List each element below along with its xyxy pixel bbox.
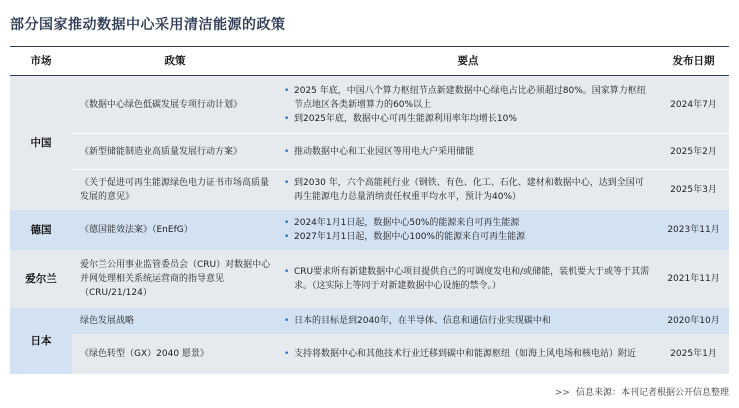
header-points: 要点 xyxy=(278,47,658,76)
bullet-icon: • xyxy=(284,146,290,157)
bullet-point xyxy=(284,314,652,328)
bullet-text: 到2030 年，六个高能耗行业（钢铁、有色、化工、石化、建材和数据中心，达到全国可再生能源电力总量消纳责任权重平均水平，预计为40%） xyxy=(294,177,644,202)
bullet-icon: • xyxy=(284,231,290,242)
bullet-icon: • xyxy=(284,177,290,188)
points-cell xyxy=(278,210,658,250)
table-row xyxy=(10,76,729,134)
date-cell: 2023年11月 xyxy=(658,210,729,250)
date-cell: 2021年11月 xyxy=(658,250,729,308)
bullet-text: 2027年1月1日起，数据中心100%的能源来自可再生能源 xyxy=(294,231,526,242)
bullet-icon: • xyxy=(284,315,290,326)
page-title: 部分国家推动数据中心采用清洁能源的政策 xyxy=(10,17,286,33)
date-cell: 2020年10月 xyxy=(658,308,729,334)
bullet-icon: • xyxy=(284,348,290,359)
policy-table xyxy=(10,46,729,374)
points-cell xyxy=(278,170,658,210)
bullet-text: 到2025年底，数据中心可再生能源利用率年均增长10% xyxy=(294,113,517,124)
bullet-icon: • xyxy=(284,85,290,96)
double-chevron-icon: >> xyxy=(554,388,570,398)
market-cell: 德国 xyxy=(10,210,72,250)
points-cell xyxy=(278,76,658,134)
bullet-point xyxy=(284,84,652,112)
header-date: 发布日期 xyxy=(658,47,729,76)
bullet-point xyxy=(284,265,652,293)
policy-cell: 《数据中心绿色低碳发展专项行动计划》 xyxy=(72,76,278,134)
bullet-icon: • xyxy=(284,266,290,277)
table-row xyxy=(10,210,729,250)
source-text: 信息来源：本刊记者根据公开信息整理 xyxy=(575,388,729,398)
points-cell xyxy=(278,250,658,308)
table-row xyxy=(10,170,729,210)
bullet-point xyxy=(284,112,652,126)
policy-cell: 爱尔兰公用事业监管委员会（CRU）对数据中心并网处理相关系统运营商的指导意见（CRU/21/124） xyxy=(72,250,278,308)
bullet-text: 支持将数据中心和其他技术行业迁移到碳中和能源枢纽（如海上风电场和核电站）附近 xyxy=(294,348,637,359)
table-row xyxy=(10,308,729,334)
bullet-point xyxy=(284,216,652,230)
header-market: 市场 xyxy=(10,47,72,76)
date-cell: 2025年2月 xyxy=(658,134,729,170)
policy-cell: 《绿色转型（GX）2040 愿景》 xyxy=(72,334,278,374)
bullet-text: 推动数据中心和工业园区等用电大户采用储能 xyxy=(294,146,475,157)
bullet-point xyxy=(284,347,652,361)
bullet-text: 2025 年底，中国八个算力枢纽节点新建数据中心绿电占比必须超过80%。国家算力枢纽节点地区各类新增算力的60%以上 xyxy=(294,85,646,110)
date-cell: 2025年1月 xyxy=(658,334,729,374)
bullet-text: 2024年1月1日起，数据中心50%的能源来自可再生能源 xyxy=(294,217,520,228)
source-note xyxy=(555,385,729,398)
policy-cell: 绿色发展战略 xyxy=(72,308,278,334)
bullet-text: 日本的目标是到2040年，在半导体、信息和通信行业实现碳中和 xyxy=(294,315,551,326)
table-row xyxy=(10,134,729,170)
market-cell: 爱尔兰 xyxy=(10,250,72,308)
header-policy: 政策 xyxy=(72,47,278,76)
bullet-icon: • xyxy=(284,217,290,228)
points-cell xyxy=(278,134,658,170)
policy-cell: 《关于促进可再生能源绿色电力证书市场高质量发展的意见》 xyxy=(72,170,278,210)
bullet-text: CRU要求所有新建数据中心项目提供自己的可调度发电和/或储能，装机要大于或等于其需求。（这实际上等同于对新建数据中心设施的禁令。） xyxy=(294,266,650,291)
date-cell: 2024年7月 xyxy=(658,76,729,134)
points-cell xyxy=(278,308,658,334)
table-row xyxy=(10,334,729,374)
points-cell xyxy=(278,334,658,374)
bullet-point xyxy=(284,145,652,159)
bullet-point xyxy=(284,176,652,204)
market-cell: 日本 xyxy=(10,308,72,374)
table-row xyxy=(10,250,729,308)
bullet-icon: • xyxy=(284,113,290,124)
bullet-point xyxy=(284,230,652,244)
date-cell: 2025年3月 xyxy=(658,170,729,210)
table-header xyxy=(10,47,729,76)
market-cell: 中国 xyxy=(10,76,72,210)
policy-cell: 《德国能效法案》（EnEfG） xyxy=(72,210,278,250)
policy-cell: 《新型储能制造业高质量发展行动方案》 xyxy=(72,134,278,170)
